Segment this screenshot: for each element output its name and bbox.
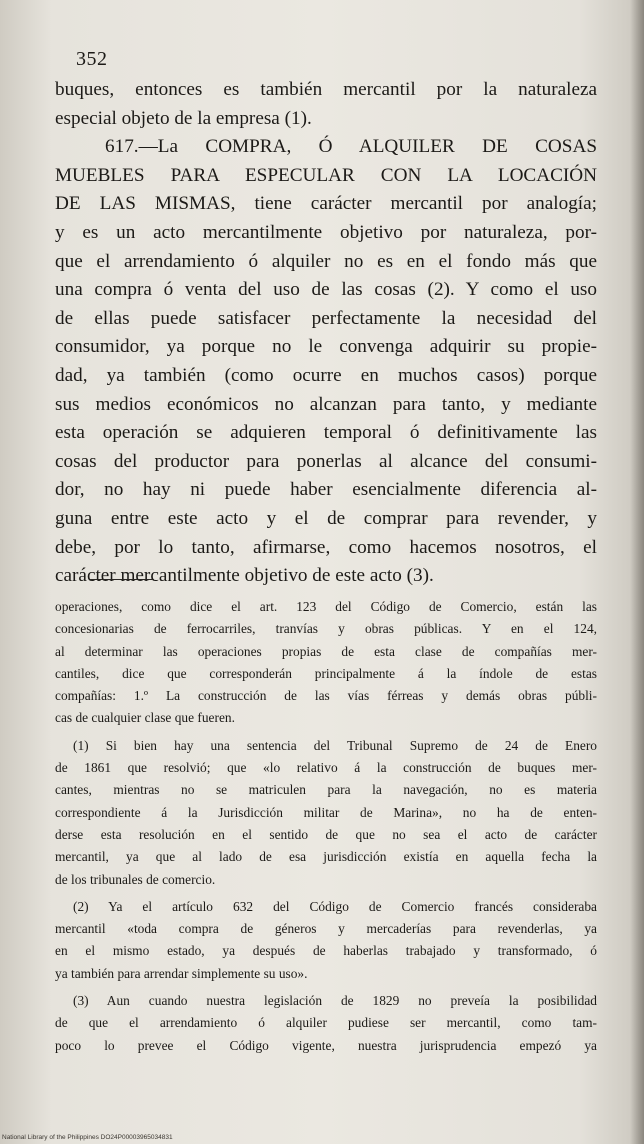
- text-line: especial objeto de la empresa (1).: [55, 107, 312, 129]
- footnote-line: de 1861 que resolvió; que «lo relativo á la construcción de buques mer-: [55, 760, 597, 776]
- footnote-line: poco lo prevee el Código vigente, nuestra jurisprudencia empezó ya: [55, 1037, 597, 1053]
- footnote-line: (2) Ya el artículo 632 del Código de Comercio francés consideraba: [73, 898, 597, 914]
- text-line: carácter mercantilmente objetivo de este acto (3).: [55, 565, 434, 587]
- footnote-line: correspondiente á la Jurisdicción militar de Marina», no ha de enten-: [55, 804, 597, 820]
- text-line: esta operación se adquieren temporal ó definitivamente las: [55, 422, 597, 444]
- text-line: consumidor, ya porque no le convenga adquirir su propie-: [55, 336, 597, 358]
- text-line: buques, entonces es también mercantil por la naturaleza: [55, 79, 597, 100]
- footnote-separator: [90, 579, 154, 580]
- text-line: debe, por lo tanto, afirmarse, como hacemos nosotros, el: [55, 536, 597, 558]
- footnote-line: ya también para arrendar simplemente su uso».: [55, 965, 308, 981]
- main-text: [55, 76, 597, 591]
- footnote-line: mercantil, ya que al lado de esa jurisdicción existía en aquella fecha la: [55, 849, 597, 865]
- footnote-line: mercantil «toda compra de géneros y mercaderías para revenderlas, ya: [55, 921, 597, 937]
- text-line: guna entre este acto y el de comprar para revender, y: [55, 507, 597, 529]
- footnotes: [55, 596, 597, 1057]
- footnote-line: operaciones, como dice el art. 123 del Código de Comercio, están las: [55, 599, 597, 614]
- footnote-line: en el mismo estado, ya después de haberlas trabajado y transformado, ó: [55, 943, 597, 959]
- footnote-line: concesionarias de ferrocarriles, tranvías y obras públicas. Y en el 124,: [55, 621, 597, 637]
- scan-footer: National Library of the Philippines DO24P00003965034831: [2, 1134, 173, 1141]
- footnote-line: cantiles, dice que corresponderán principalmente á la índole de estas: [55, 665, 597, 681]
- footnote-line: (3) Aun cuando nuestra legislación de 1829 no preveía la posibilidad: [73, 993, 597, 1009]
- text-line: cosas del productor para ponerlas al alcance del consumi-: [55, 450, 597, 472]
- text-line: que el arrendamiento ó alquiler no es en el fondo más que: [55, 250, 597, 272]
- text-line: y es un acto mercantilmente objetivo por naturaleza, por-: [55, 221, 597, 243]
- page-edge-shadow: [630, 0, 644, 1144]
- footnote-line: cantes, mientras no se matriculen para la navegación, no es materia: [55, 782, 597, 798]
- footnote-line: compañías: 1.º La construcción de las vías férreas y demás obras públi-: [55, 688, 597, 704]
- text-line: de ellas puede satisfacer perfectamente la necesidad del: [55, 307, 597, 329]
- footnote-line: cas de cualquier clase que fueren.: [55, 710, 235, 726]
- footnote-line: derse esta resolución en el sentido de que no sea el acto de carácter: [55, 826, 597, 842]
- page-number: 352: [76, 48, 108, 70]
- text-line: dad, ya también (como ocurre en muchos casos) porque: [55, 364, 597, 386]
- text-line: MUEBLES PARA ESPECULAR CON LA LOCACIÓN: [55, 164, 597, 186]
- footnote-line: (1) Si bien hay una sentencia del Tribunal Supremo de 24 de Enero: [73, 737, 597, 753]
- footnote-line: de que el arrendamiento ó alquiler pudiese ser mercantil, como tam-: [55, 1015, 597, 1031]
- text-line: sus medios económicos no alcanzan para tanto, y mediante: [55, 393, 597, 415]
- text-line: 617.—La COMPRA, Ó ALQUILER DE COSAS: [105, 136, 597, 158]
- text-line: dor, no hay ni puede haber esencialmente diferencia al-: [55, 479, 597, 501]
- footnote-line: al determinar las operaciones propias de esta clase de compañías mer-: [55, 643, 597, 659]
- footnote-line: de los tribunales de comercio.: [55, 871, 216, 887]
- text-line: DE LAS MISMAS, tiene carácter mercantil por analogía;: [55, 193, 597, 215]
- text-line: una compra ó venta del uso de las cosas (2). Y como el uso: [55, 279, 597, 301]
